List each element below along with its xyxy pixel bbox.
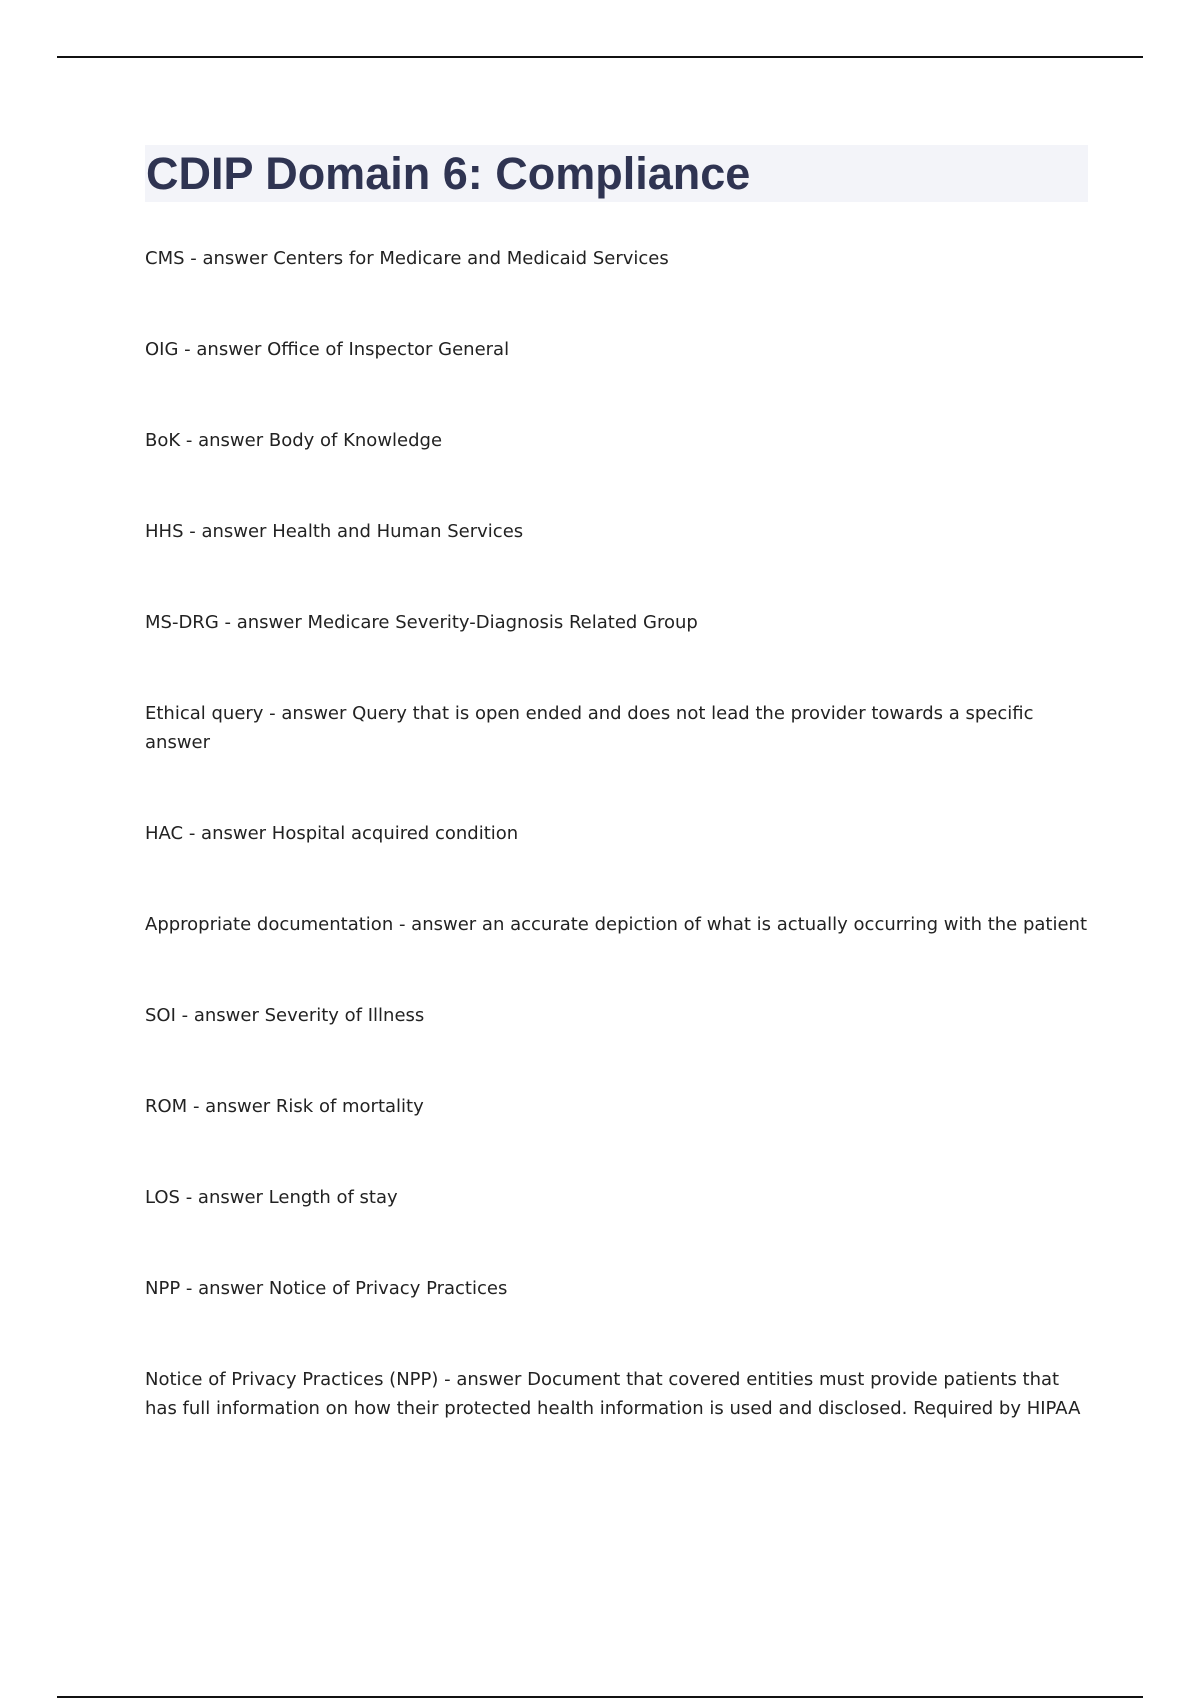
answer: Body of Knowledge [268,430,443,451]
term: BoK [145,430,181,451]
page-title: CDIP Domain 6: Compliance [146,148,751,199]
separator: - answer [263,703,353,724]
term: Ethical query [145,703,264,724]
qa-list [145,244,1090,1423]
answer: Severity of Illness [264,1005,425,1026]
answer: an accurate depiction of what is actually occurring with the patient [481,914,1088,935]
separator: - answer [187,1096,276,1117]
list-item [145,1183,1090,1212]
list-item [145,335,1090,364]
term: LOS [145,1187,180,1208]
term: NPP [145,1278,181,1299]
answer: Health and Human Services [272,521,524,542]
separator: - answer [184,248,274,269]
term: SOI [145,1005,176,1026]
separator: - answer [175,1005,265,1026]
list-item [145,1092,1090,1121]
list-item [145,244,1090,273]
separator: - answer [179,1187,269,1208]
term: OIG [145,339,179,360]
answer: Notice of Privacy Practices [268,1278,508,1299]
list-item [145,517,1090,546]
bottom-rule [57,1696,1143,1698]
answer: Query that is open ended and does not lead the provider towards a specific answer [145,703,1034,753]
separator: - answer [180,1278,269,1299]
separator: - answer [183,823,272,844]
term: HHS [145,521,184,542]
term: Notice of Privacy Practices (NPP) [145,1369,439,1390]
answer: Centers for Medicare and Medicaid Services [273,248,669,269]
term: CMS [145,248,185,269]
separator: - answer [183,521,273,542]
list-item [145,608,1090,637]
term: ROM [145,1096,188,1117]
separator: - answer [438,1369,528,1390]
answer: Document that covered entities must provide patients that has full information on how their protected health information is used and disclosed. Required by HIPAA [145,1369,1081,1419]
list-item [145,699,1090,757]
list-item [145,819,1090,848]
answer: Length of stay [268,1187,398,1208]
separator: - answer [218,612,308,633]
separator: - answer [393,914,482,935]
top-rule [57,56,1143,58]
answer: Hospital acquired condition [271,823,519,844]
term: Appropriate documentation [145,914,394,935]
separator: - answer [180,430,269,451]
term: HAC [145,823,184,844]
answer: Risk of mortality [275,1096,424,1117]
list-item [145,910,1090,939]
list-item [145,426,1090,455]
separator: - answer [178,339,268,360]
list-item [145,1001,1090,1030]
answer: Medicare Severity-Diagnosis Related Group [307,612,698,633]
list-item [145,1274,1090,1303]
answer: Office of Inspector General [267,339,510,360]
list-item [145,1365,1090,1423]
term: MS-DRG [145,612,219,633]
